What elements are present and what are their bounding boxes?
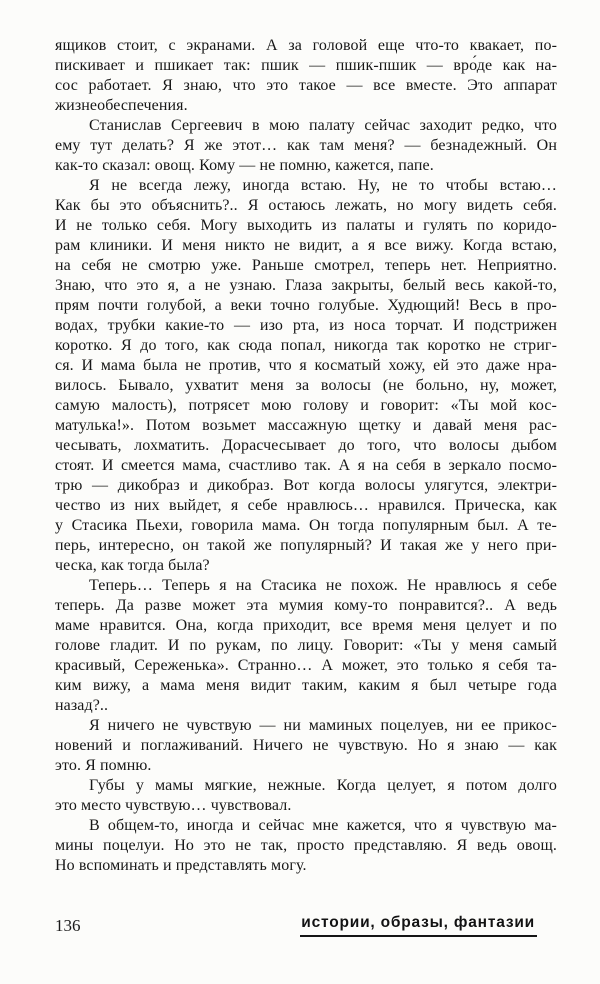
text-line: теперь. Да разве может эта мумия кому-то понравится?.. А ведь [55,597,557,614]
text-line: ким вижу, а мама меня видит таким, каким я был четыре года [55,677,557,694]
text-line: пискивает и пшикает так: пшик — пшик-пшик — вро́де как на- [55,57,557,74]
page-footer [55,913,537,937]
text-line: вилось. Бывало, ухватит меня за волосы (не больно, ну, может, [55,377,557,394]
text-line: ческа, как тогда была? [55,557,210,574]
paragraph [55,576,557,716]
paragraph [55,176,557,576]
text-line: И не только себя. Могу выходить из палаты и гулять по коридо- [55,217,557,234]
page-number: 136 [55,916,81,935]
text-line: у Стасика Пьехи, говорила мама. Он тогда популярным был. А те- [55,517,557,534]
text-line: Как бы это объяснить?.. Я остаюсь лежать, но могу видеть себя. [55,197,557,214]
text-line: новений и поглаживаний. Ничего не чувствую. Но я знаю — как [55,737,557,754]
running-title: истории, образы, фантазии [300,913,537,937]
text-line: это место чувствую… чувствовал. [55,797,292,814]
text-line: маме нравится. Она, когда приходит, все время меня целует и по [55,617,557,634]
text-line: матулька!». Потом возьмет массажную щетку и давай меня рас- [55,417,557,434]
text-line: чесывать, лохматить. Дорасчесывает до того, что волосы дыбом [55,437,557,454]
text-line: коротко. Я до того, как сюда попал, никогда так коротко не стриг- [55,337,557,354]
paragraph [55,716,557,776]
text-line: Теперь… Теперь я на Стасика не похож. Не нравлюсь я себе [89,577,557,594]
paragraph [55,36,557,116]
text-line: мины поцелуи. Но это не так, просто представляю. Я ведь овощ. [55,837,557,854]
text-line: красивый, Сереженька». Странно… А может, это только я себя та- [55,657,557,674]
text-line: стоят. И смеется мама, счастливо так. А я на себя в зеркало посмо- [55,457,557,474]
text-line: ящиков стоит, с экранами. А за головой еще что-то квакает, по- [55,37,557,54]
text-line: на себя не смотрю уже. Раньше смотрел, теперь нет. Неприятно. [55,257,557,274]
text-line: сос работает. Я знаю, что это такое — все вместе. Это аппарат [55,77,557,94]
text-line: Я не всегда лежу, иногда встаю. Ну, не то чтобы встаю… [89,177,557,194]
text-line: назад?.. [55,697,109,714]
page-body [55,36,557,876]
text-line: Знаю, что это я, а не узнаю. Глаза закрыты, белый весь какой-то, [55,277,557,294]
text-line: Губы у мамы мягкие, нежные. Когда целует, я потом долго [89,777,557,794]
text-line: ему тут делать? Я же этот… как там меня? — безнадежный. Он [55,137,557,154]
text-line: рам клиники. И меня никто не видит, а я все вижу. Когда встаю, [55,237,557,254]
text-line: как-то сказал: овощ. Кому — не помню, кажется, папе. [55,157,434,174]
text-line: водах, трубки какие-то — изо рта, из носа торчат. И подстрижен [55,317,557,334]
text-line: прям почти голубой, а веки точно голубые. Худющий! Весь в про- [55,297,557,314]
text-line: голове гладит. И по рукам, по лицу. Говорит: «Ты у меня самый [55,637,557,654]
text-line: трю — дикобраз и дикобраз. Вот когда волосы улягутся, электри- [55,477,557,494]
text-line: самую малость), потрясет мою голову и говорит: «Ты мой кос- [55,397,557,414]
text-line: Но вспоминать и представлять могу. [55,857,307,874]
text-line: Я ничего не чувствую — ни маминых поцелуев, ни ее прикос- [89,717,557,734]
paragraph [55,776,557,816]
text-line: чество из них выйдет, я себе нравлюсь… нравился. Прическа, как [55,497,557,514]
text-line: Станислав Сергеевич в мою палату сейчас заходит редко, что [89,117,557,134]
text-line: ся. И мама была не против, что я косматый хожу, ей это даже нра- [55,357,557,374]
text-line: это. Я помню. [55,757,152,774]
paragraph [55,116,557,176]
paragraph [55,816,557,876]
text-line: перь, интересно, он такой же популярный? И такая же у него при- [55,537,557,554]
text-line: В общем-то, иногда и сейчас мне кажется, что я чувствую ма- [89,817,557,834]
text-line: жизнеобеспечения. [55,97,188,114]
